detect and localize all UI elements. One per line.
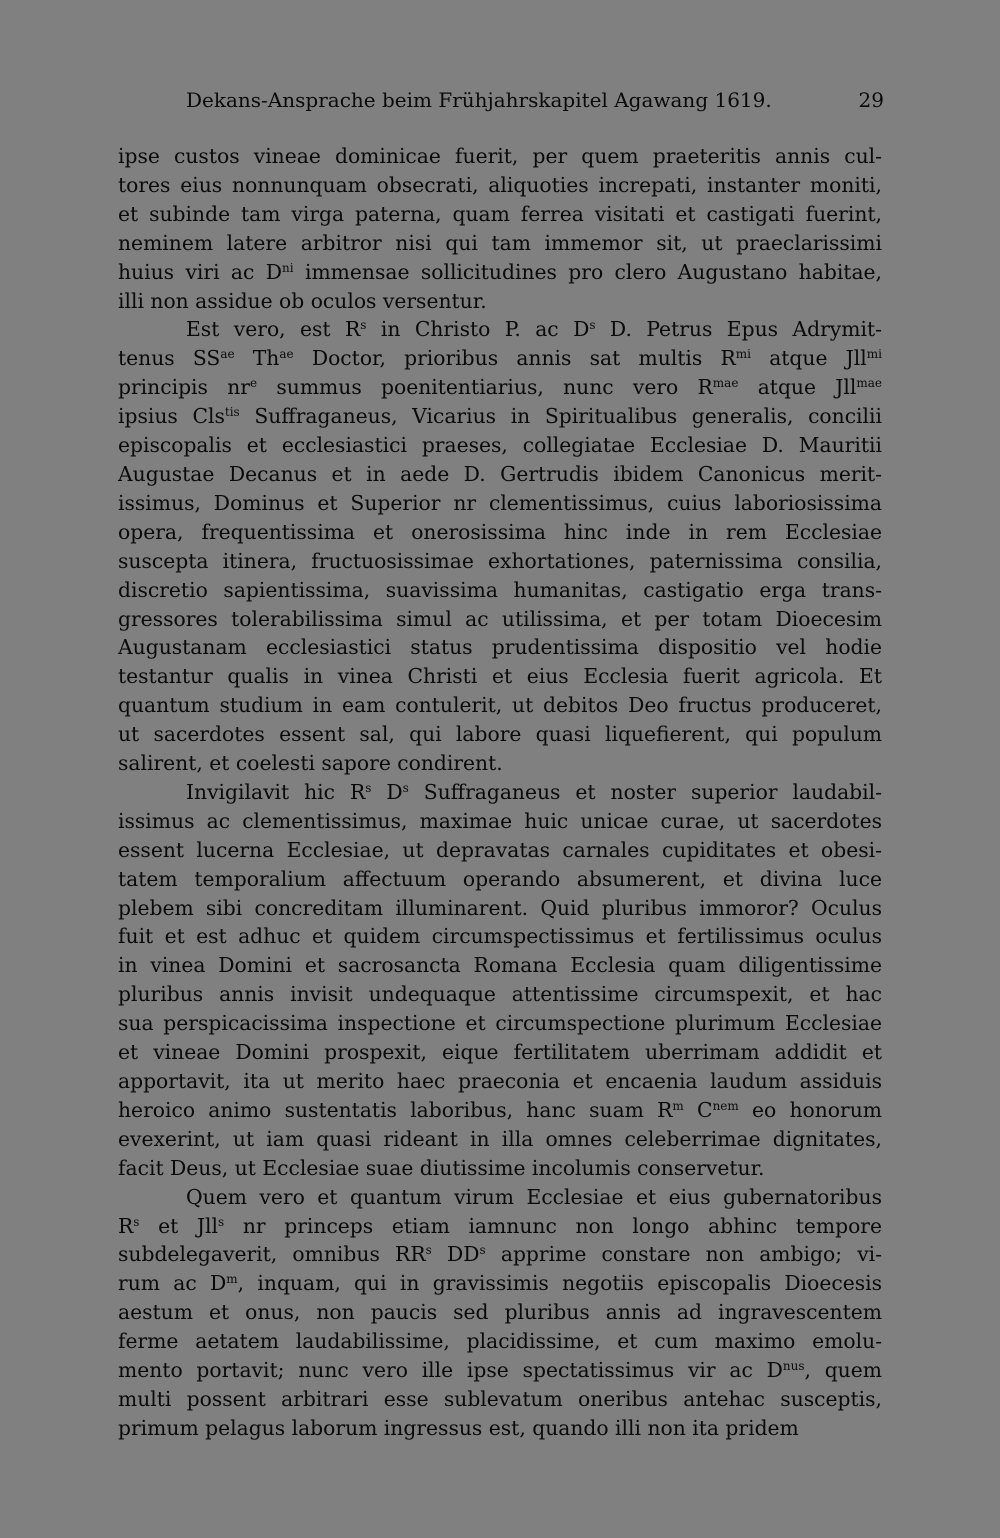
text-line: rum ac $D^m$, inquam, qui in gravissimis negotiis episcopalis Dioecesis — [118, 1271, 883, 1296]
text-line: sua perspicacissima inspectione et circumspectione plurimum Ecclesiae — [118, 1011, 882, 1036]
text-line: heroico animo sustentatis laboribus, hanc suam $R^m$ $C^{nem}$ eo honorum — [118, 1097, 883, 1122]
text-line: ut sacerdotes essent sal, qui labore quasi liquefierent, qui populum — [118, 722, 882, 747]
text-line: essent lucerna Ecclesiae, ut depravatas carnales cupiditates et obesi- — [118, 837, 882, 862]
text-line: issimus, Dominus et Superior nr clementissimus, cuius laboriosissima — [118, 490, 882, 515]
text-line: gressores tolerabilissima simul ac utilissima, et per totam Dioecesim — [118, 606, 882, 631]
text-line: primum pelagus laborum ingressus est, quando illi non ita pridem — [118, 1415, 799, 1440]
text-line: plebem sibi concreditam illuminarent. Quid pluribus immoror? Oculus — [118, 895, 882, 920]
text-line: salirent, et coelesti sapore condirent. — [118, 751, 503, 776]
text-line: quantum studium in eam contulerit, ut debitos Deo fructus produceret, — [118, 693, 882, 718]
text-line: neminem latere arbitror nisi qui tam immemor sit, ut praeclarissimi — [118, 230, 882, 255]
text-line: testantur qualis in vinea Christi et eius Ecclesia fuerit agricola. Et — [118, 664, 882, 689]
text-line: discretio sapientissima, suavissima humanitas, castigatio erga trans- — [118, 577, 882, 602]
body-text — [118, 142, 882, 1443]
text-line: tores eius nonnunquam obsecrati, aliquoties increpati, instanter moniti, — [118, 172, 882, 197]
text-line: subdelegaverit, omnibus $RR^s$ $DD^s$ apprime constare non ambigo; vi- — [118, 1242, 883, 1267]
running-title: Dekans-Ansprache beim Frühjahrskapitel Agawang 1619. — [186, 88, 772, 112]
text-line: facit Deus, ut Ecclesiae suae diutissime incolumis conservetur. — [118, 1155, 765, 1180]
text-line: ferme aetatem laudabilissime, placidissime, et cum maximo emolu- — [118, 1329, 882, 1354]
text-line: in vinea Domini et sacrosancta Romana Ecclesia quam diligentissime — [118, 953, 882, 978]
text-line: ipsius Cls$^{tis}$ Suffraganeus, Vicarius in Spiritualibus generalis, concilii — [118, 404, 883, 429]
page-number: 29 — [858, 88, 884, 112]
text-line: mento portavit; nunc vero ille ipse spectatissimus vir ac $D^{nus}$, quem — [118, 1358, 882, 1383]
text-line: opera, frequentissima et onerosissima hinc inde in rem Ecclesiae — [118, 519, 882, 544]
text-line: Augustae Decanus et in aede D. Gertrudis ibidem Canonicus merit- — [118, 461, 882, 486]
text-line: Quem vero et quantum virum Ecclesiae et eius gubernatoribus — [186, 1184, 882, 1209]
text-line: ipse custos vineae dominicae fuerit, per quem praeteritis annis cul- — [118, 144, 882, 168]
text-line: Augustanam ecclesiastici status prudentissima dispositio vel hodie — [118, 635, 882, 660]
running-header — [186, 88, 884, 116]
text-line: tatem temporalium affectuum operando absumerent, et divina luce — [118, 866, 882, 891]
text-line: evexerint, ut iam quasi rideant in illa omnes celeberrimae dignitates, — [118, 1126, 882, 1151]
text-line: et subinde tam virga paterna, quam ferrea visitati et castigati fuerint, — [118, 201, 882, 226]
text-line: issimus ac clementissimus, maximae huic unicae curae, ut sacerdotes — [118, 808, 882, 833]
text-line: multi possent arbitrari esse sublevatum oneribus antehac susceptis, — [118, 1386, 882, 1411]
text-line: principis $nr^e$ summus poenitentiarius, nunc vero $R^{mae}$ atque Jll$^{mae}$ — [118, 375, 883, 400]
text-line: huius viri ac $D^{ni}$ immensae sollicitudines pro clero Augustano habitae, — [118, 259, 882, 284]
text-line: aestum et onus, non paucis sed pluribus annis ad ingravescentem — [118, 1300, 882, 1325]
text-line: pluribus annis invisit undequaque attentissime circumspexit, et hac — [118, 982, 882, 1007]
text-line: apportavit, ita ut merito haec praeconia et encaenia laudum assiduis — [118, 1069, 882, 1093]
text-line: Est vero, est $R^s$ in Christo P. ac $D^s$ D. Petrus Epus Adrymit- — [186, 317, 882, 342]
text-line: suscepta itinera, fructuosissimae exhortationes, paternissima consilia, — [118, 548, 882, 573]
text-line: tenus $SS^{ae}$ $Th^{ae}$ Doctor, prioribus annis sat multis $R^{mi}$ atque Jll$^{mi}$ — [118, 346, 882, 371]
text-line: episcopalis et ecclesiastici praeses, collegiatae Ecclesiae D. Mauritii — [118, 433, 882, 458]
text-line: $R^s$ et Jll$^s$ nr princeps etiam iamnunc non longo abhinc tempore — [118, 1213, 882, 1238]
text-line: et vineae Domini prospexit, eique fertilitatem uberrimam addidit et — [118, 1040, 882, 1065]
text-line: Invigilavit hic $R^s$ $D^s$ Suffraganeus et noster superior laudabil- — [186, 779, 882, 804]
text-line: fuit et est adhuc et quidem circumspectissimus et fertilissimus oculus — [118, 924, 882, 949]
text-line: illi non assidue ob oculos versentur. — [118, 288, 487, 313]
